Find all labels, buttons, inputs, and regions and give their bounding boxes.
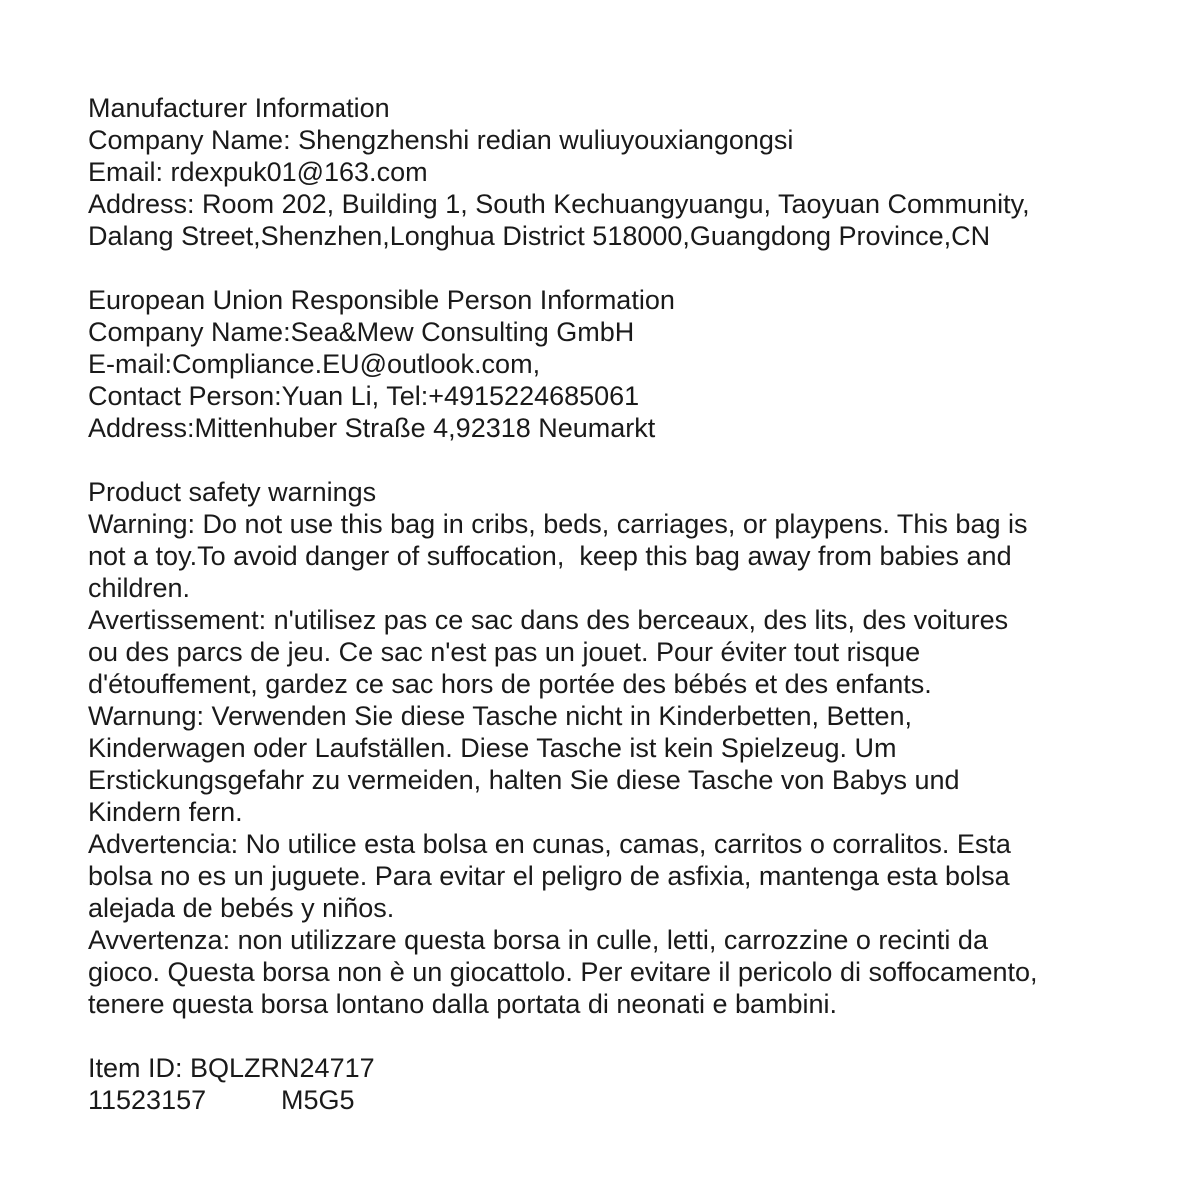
safety-line: Avertissement: n'utilisez pas ce sac dans des berceaux, des lits, des voitures [88,605,1009,635]
manufacturer-email: Email: rdexpuk01@163.com [88,157,428,187]
item-id: Item ID: BQLZRN24717 [88,1053,375,1083]
safety-line: tenere questa borsa lontano dalla portata di neonati e bambini. [88,989,838,1019]
safety-line: bolsa no es un juguete. Para evitar el peligro de asfixia, mantenga esta bolsa [88,861,1010,891]
item-codes-row [88,1084,1168,1116]
eu-rep-heading: European Union Responsible Person Information [88,285,675,315]
section-spacer [88,252,1168,284]
safety-line: children. [88,573,191,603]
safety-line: Advertencia: No utilice esta bolsa en cunas, camas, carritos o corralitos. Esta [88,829,1011,859]
eu-rep-contact: Contact Person:Yuan Li, Tel:+4915224685061 [88,381,640,411]
safety-line: Kindern fern. [88,797,243,827]
label-document [88,92,1168,1116]
eu-rep-company: Company Name:Sea&Mew Consulting GmbH [88,317,635,347]
manufacturer-address-line2: Dalang Street,Shenzhen,Longhua District 518000,Guangdong Province,CN [88,221,991,251]
section-spacer [88,444,1168,476]
eu-rep-section [88,284,1168,444]
eu-rep-address: Address:Mittenhuber Straße 4,92318 Neumarkt [88,413,656,443]
item-section [88,1052,1168,1116]
safety-line: Kinderwagen oder Laufställen. Diese Tasche ist kein Spielzeug. Um [88,733,897,763]
eu-rep-email: E-mail:Compliance.EU@outlook.com, [88,349,541,379]
safety-heading: Product safety warnings [88,477,377,507]
safety-line: Warnung: Verwenden Sie diese Tasche nicht in Kinderbetten, Betten, [88,701,913,731]
safety-line: d'étouffement, gardez ce sac hors de portée des bébés et des enfants. [88,669,932,699]
manufacturer-address-line1: Address: Room 202, Building 1, South Kechuangyuangu, Taoyuan Community, [88,189,1030,219]
safety-section [88,476,1168,1020]
safety-line: not a toy.To avoid danger of suffocation, keep this bag away from babies and [88,541,1012,571]
section-spacer [88,1020,1168,1052]
safety-line: ou des parcs de jeu. Ce sac n'est pas un jouet. Pour éviter tout risque [88,637,921,667]
item-code-number: 11523157 [88,1085,207,1115]
safety-line: alejada de bebés y niños. [88,893,395,923]
manufacturer-company: Company Name: Shengzhenshi redian wuliuyouxiangongsi [88,125,794,155]
manufacturer-section [88,92,1168,252]
safety-line: gioco. Questa borsa non è un giocattolo. Per evitare il pericolo di soffocamento, [88,957,1038,987]
safety-line: Erstickungsgefahr zu vermeiden, halten Sie diese Tasche von Babys und [88,765,960,795]
safety-line: Avvertenza: non utilizzare questa borsa in culle, letti, carrozzine o recinti da [88,925,988,955]
manufacturer-heading: Manufacturer Information [88,93,390,123]
safety-line: Warning: Do not use this bag in cribs, beds, carriages, or playpens. This bag is [88,509,1028,539]
item-code-suffix: M5G5 [281,1085,355,1115]
